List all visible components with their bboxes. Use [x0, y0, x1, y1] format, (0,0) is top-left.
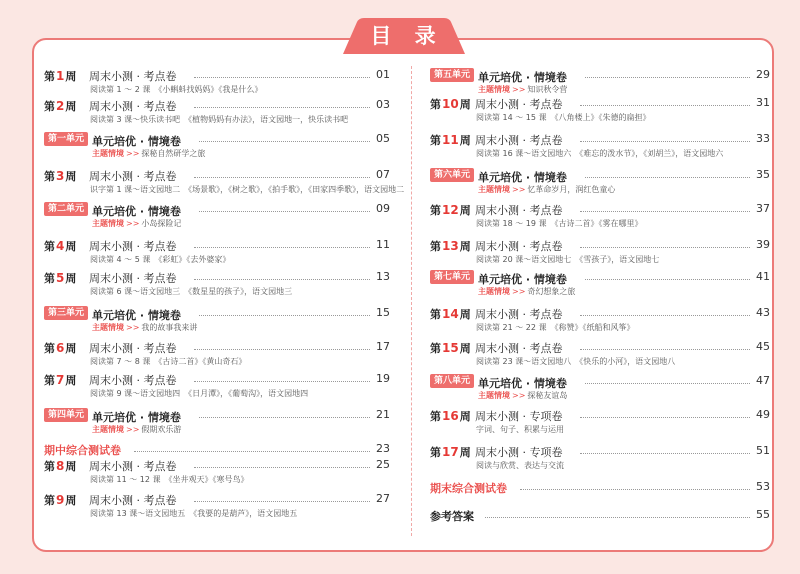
entry-title: 周末小测 · 考点卷 [475, 308, 563, 321]
dot-leader [134, 451, 370, 452]
entry-title: 周末小测 · 考点卷 [89, 342, 177, 355]
entry-title: 周末小测 · 考点卷 [89, 170, 177, 183]
week-label [430, 132, 471, 148]
week-entry[interactable] [430, 202, 776, 228]
dot-leader [580, 417, 750, 418]
theme-arrow-icon: >> [512, 287, 526, 296]
unit-theme [92, 322, 197, 333]
week-entry[interactable] [44, 98, 396, 124]
week-entry[interactable] [430, 306, 776, 332]
entry-title: 周末小测 · 考点卷 [475, 240, 563, 253]
dot-leader [199, 141, 370, 142]
dot-leader [580, 105, 750, 106]
page-number: 19 [376, 372, 390, 385]
week-label [44, 98, 76, 114]
week-prefix: 第 [430, 446, 441, 459]
theme-arrow-icon: >> [126, 425, 140, 434]
dot-leader [520, 489, 750, 490]
page-number: 15 [376, 306, 390, 319]
week-prefix: 第 [430, 240, 441, 253]
unit-theme [478, 184, 615, 195]
week-label [44, 270, 76, 286]
week-number: 6 [56, 341, 65, 355]
week-entry[interactable] [430, 96, 776, 122]
unit-entry[interactable] [44, 306, 396, 332]
week-suffix: 周 [65, 70, 77, 83]
page-number: 11 [376, 238, 390, 251]
entry-title: 周末小测 · 专项卷 [475, 410, 563, 423]
entry-title: 周末小测 · 考点卷 [89, 374, 177, 387]
page-number: 51 [756, 444, 770, 457]
theme-arrow-icon: >> [126, 149, 140, 158]
unit-title: 单元培优 · 情境卷 [92, 135, 181, 148]
unit-theme [92, 148, 205, 159]
week-entry[interactable] [430, 444, 776, 470]
dot-leader [580, 247, 750, 248]
theme-text: 探秘友谊岛 [527, 391, 568, 400]
week-label [430, 96, 471, 112]
entry-subtitle: 阅读第 6 课～语文园地三 《数星星的孩子》，语文园地三 [90, 287, 293, 296]
unit-entry[interactable] [430, 270, 776, 296]
theme-label: 主题情境 [92, 425, 124, 434]
week-entry[interactable] [44, 270, 396, 296]
week-number: 9 [56, 493, 65, 507]
unit-theme [478, 286, 575, 297]
unit-tag: 第五单元 [430, 68, 474, 82]
page-number: 01 [376, 68, 390, 81]
entry-title: 周末小测 · 专项卷 [475, 446, 563, 459]
unit-tag: 第七单元 [430, 270, 474, 284]
week-prefix: 第 [44, 170, 55, 183]
theme-text: 探秘自然研学之旅 [141, 149, 206, 158]
dot-leader [194, 107, 370, 108]
week-suffix: 周 [65, 272, 77, 285]
week-number: 1 [56, 69, 65, 83]
week-number: 5 [56, 271, 65, 285]
week-suffix: 周 [65, 342, 77, 355]
entry-subtitle: 阅读第 13 课～语文园地五 《我要的是葫芦》，语文园地五 [90, 509, 298, 518]
dot-leader [585, 279, 750, 280]
theme-label: 主题情境 [478, 85, 510, 94]
entry-subtitle: 识字第 1 课～语文园地二 《场景歌》，《树之歌》，《拍手歌》，《田家四季歌》，语文园地二 [90, 185, 405, 194]
dot-leader [585, 77, 750, 78]
week-suffix: 周 [459, 308, 471, 321]
week-prefix: 第 [44, 100, 55, 113]
dot-leader [194, 77, 370, 78]
page-number: 35 [756, 168, 770, 181]
week-label [44, 372, 76, 388]
page-number: 07 [376, 168, 390, 181]
page-number: 21 [376, 408, 390, 421]
page-number: 49 [756, 408, 770, 421]
week-label [430, 408, 471, 424]
theme-arrow-icon: >> [126, 323, 140, 332]
theme-arrow-icon: >> [512, 185, 526, 194]
theme-label: 主题情境 [92, 323, 124, 332]
unit-theme [478, 390, 567, 401]
entry-subtitle: 阅读第 4 ～ 5 课 《彩虹》《去外婆家》 [90, 255, 231, 264]
page-number: 41 [756, 270, 770, 283]
entry-subtitle: 阅读第 1 ～ 2 课 《小蝌蚪找妈妈》《我是什么》 [90, 85, 263, 94]
page-number: 09 [376, 202, 390, 215]
page-number: 23 [376, 442, 390, 455]
entry-subtitle: 阅读第 7 ～ 8 课 《古诗二首》《黄山奇石》 [90, 357, 247, 366]
unit-title: 单元培优 · 情境卷 [92, 205, 181, 218]
unit-entry[interactable] [430, 168, 776, 194]
week-prefix: 第 [44, 240, 55, 253]
unit-theme [478, 84, 567, 95]
week-label [44, 492, 76, 508]
week-number: 17 [442, 445, 459, 459]
dot-leader [199, 315, 370, 316]
theme-arrow-icon: >> [126, 219, 140, 228]
dot-leader [580, 349, 750, 350]
week-number: 3 [56, 169, 65, 183]
dot-leader [194, 177, 370, 178]
week-number: 8 [56, 459, 65, 473]
week-suffix: 周 [459, 342, 471, 355]
week-prefix: 第 [430, 134, 441, 147]
week-suffix: 周 [459, 410, 471, 423]
unit-entry[interactable] [44, 408, 396, 434]
week-entry[interactable] [430, 238, 776, 264]
page-number: 13 [376, 270, 390, 283]
answer-entry[interactable] [430, 508, 776, 526]
dot-leader [585, 383, 750, 384]
exam-title: 期末综合测试卷 [430, 482, 507, 495]
dot-leader [199, 211, 370, 212]
week-entry[interactable] [44, 492, 396, 518]
week-prefix: 第 [44, 494, 55, 507]
toc-title: 目 录 [370, 24, 444, 48]
week-label [44, 458, 76, 474]
dot-leader [485, 517, 750, 518]
page-number: 37 [756, 202, 770, 215]
week-label [430, 340, 471, 356]
entry-subtitle: 阅读与欣赏、表达与交流 [476, 461, 564, 470]
unit-entry[interactable] [44, 132, 396, 158]
theme-label: 主题情境 [478, 391, 510, 400]
week-suffix: 周 [459, 446, 471, 459]
entry-title: 周末小测 · 考点卷 [89, 100, 177, 113]
page-number: 05 [376, 132, 390, 145]
week-prefix: 第 [44, 342, 55, 355]
week-suffix: 周 [65, 460, 77, 473]
unit-entry[interactable] [430, 374, 776, 400]
week-label [44, 168, 76, 184]
week-prefix: 第 [44, 70, 55, 83]
answer-title: 参考答案 [430, 510, 474, 523]
week-label [44, 238, 76, 254]
week-suffix: 周 [459, 134, 471, 147]
week-entry[interactable] [430, 408, 776, 434]
entry-subtitle: 阅读第 20 课～语文园地七 《雪孩子》，语文园地七 [476, 255, 660, 264]
week-prefix: 第 [44, 460, 55, 473]
unit-tag: 第二单元 [44, 202, 88, 216]
toc-title-tab [343, 18, 465, 54]
unit-tag: 第三单元 [44, 306, 88, 320]
entry-title: 周末小测 · 考点卷 [89, 70, 177, 83]
page-number: 31 [756, 96, 770, 109]
entry-subtitle: 阅读第 23 课～语文园地八 《快乐的小河》，语文园地八 [476, 357, 676, 366]
unit-theme [92, 424, 181, 435]
week-suffix: 周 [459, 98, 471, 111]
week-number: 15 [442, 341, 459, 355]
theme-label: 主题情境 [92, 219, 124, 228]
dot-leader [580, 141, 750, 142]
week-prefix: 第 [430, 342, 441, 355]
entry-title: 周末小测 · 考点卷 [475, 98, 563, 111]
week-entry[interactable] [44, 340, 396, 366]
theme-arrow-icon: >> [512, 85, 526, 94]
theme-text: 我的故事我来讲 [141, 323, 198, 332]
week-suffix: 周 [65, 100, 77, 113]
page-number: 27 [376, 492, 390, 505]
week-label [430, 202, 471, 218]
unit-title: 单元培优 · 情境卷 [478, 171, 567, 184]
week-suffix: 周 [65, 494, 77, 507]
dot-leader [199, 417, 370, 418]
exam-title: 期中综合测试卷 [44, 444, 121, 457]
theme-text: 假期欢乐游 [141, 425, 182, 434]
entry-subtitle: 阅读第 11 ～ 12 课 《坐井观天》《寒号鸟》 [90, 475, 249, 484]
week-number: 16 [442, 409, 459, 423]
dot-leader [194, 247, 370, 248]
unit-tag: 第六单元 [430, 168, 474, 182]
week-label [44, 68, 76, 84]
dot-leader [194, 467, 370, 468]
entry-title: 周末小测 · 考点卷 [475, 204, 563, 217]
page-number: 03 [376, 98, 390, 111]
week-number: 7 [56, 373, 65, 387]
page-number: 47 [756, 374, 770, 387]
week-suffix: 周 [459, 240, 471, 253]
unit-entry[interactable] [430, 68, 776, 94]
dot-leader [580, 315, 750, 316]
week-number: 13 [442, 239, 459, 253]
unit-title: 单元培优 · 情境卷 [478, 71, 567, 84]
theme-text: 忆革命岁月，润红色童心 [527, 185, 616, 194]
page-number: 25 [376, 458, 390, 471]
week-number: 12 [442, 203, 459, 217]
dot-leader [585, 177, 750, 178]
entry-subtitle: 阅读第 3 课～快乐读书吧 《植物妈妈有办法》，语文园地一，快乐读书吧 [90, 115, 349, 124]
entry-subtitle: 阅读第 18 ～ 19 课 《古诗二首》《雾在哪里》 [476, 219, 643, 228]
week-prefix: 第 [430, 204, 441, 217]
dot-leader [580, 453, 750, 454]
theme-text: 知识秋令营 [527, 85, 568, 94]
week-number: 10 [442, 97, 459, 111]
dot-leader [194, 279, 370, 280]
page-number: 55 [756, 508, 770, 521]
page-number: 53 [756, 480, 770, 493]
week-prefix: 第 [430, 308, 441, 321]
theme-text: 小岛探险记 [141, 219, 182, 228]
week-suffix: 周 [65, 170, 77, 183]
week-entry[interactable] [44, 168, 405, 194]
theme-label: 主题情境 [92, 149, 124, 158]
week-prefix: 第 [430, 410, 441, 423]
week-prefix: 第 [44, 374, 55, 387]
theme-label: 主题情境 [478, 185, 510, 194]
unit-title: 单元培优 · 情境卷 [92, 309, 181, 322]
week-entry[interactable] [44, 372, 396, 398]
unit-tag: 第四单元 [44, 408, 88, 422]
exam-entry[interactable] [430, 480, 776, 498]
week-number: 2 [56, 99, 65, 113]
page-number: 43 [756, 306, 770, 319]
week-label [430, 444, 471, 460]
unit-title: 单元培优 · 情境卷 [92, 411, 181, 424]
entry-title: 周末小测 · 考点卷 [89, 272, 177, 285]
week-entry[interactable] [44, 238, 396, 264]
unit-tag: 第一单元 [44, 132, 88, 146]
week-entry[interactable] [430, 340, 776, 366]
theme-text: 奇幻想象之旅 [527, 287, 576, 296]
theme-arrow-icon: >> [512, 391, 526, 400]
unit-tag: 第八单元 [430, 374, 474, 388]
dot-leader [194, 381, 370, 382]
entry-title: 周末小测 · 考点卷 [475, 134, 563, 147]
week-number: 11 [442, 133, 459, 147]
week-entry[interactable] [44, 68, 396, 94]
week-prefix: 第 [44, 272, 55, 285]
entry-subtitle: 字词、句子、积累与运用 [476, 425, 564, 434]
week-number: 4 [56, 239, 65, 253]
week-suffix: 周 [65, 374, 77, 387]
week-number: 14 [442, 307, 459, 321]
entry-title: 周末小测 · 考点卷 [89, 240, 177, 253]
page-number: 17 [376, 340, 390, 353]
entry-subtitle: 阅读第 14 ～ 15 课 《八角楼上》《朱德的扁担》 [476, 113, 651, 122]
week-entry[interactable] [430, 132, 776, 158]
week-prefix: 第 [430, 98, 441, 111]
week-entry[interactable] [44, 458, 396, 484]
entry-title: 周末小测 · 考点卷 [89, 460, 177, 473]
entry-title: 周末小测 · 考点卷 [475, 342, 563, 355]
page-number: 33 [756, 132, 770, 145]
entry-subtitle: 阅读第 9 课～语文园地四 《日月潭》，《葡萄沟》，语文园地四 [90, 389, 309, 398]
column-divider [411, 66, 412, 536]
page-number: 39 [756, 238, 770, 251]
week-suffix: 周 [459, 204, 471, 217]
week-label [430, 306, 471, 322]
unit-title: 单元培优 · 情境卷 [478, 377, 567, 390]
unit-entry[interactable] [44, 202, 396, 228]
entry-subtitle: 阅读第 21 ～ 22 课 《称赞》《纸船和风筝》 [476, 323, 635, 332]
week-label [430, 238, 471, 254]
week-label [44, 340, 76, 356]
week-suffix: 周 [65, 240, 77, 253]
theme-label: 主题情境 [478, 287, 510, 296]
dot-leader [194, 501, 370, 502]
unit-theme [92, 218, 181, 229]
page-number: 29 [756, 68, 770, 81]
page-number: 45 [756, 340, 770, 353]
dot-leader [580, 211, 750, 212]
unit-title: 单元培优 · 情境卷 [478, 273, 567, 286]
entry-subtitle: 阅读第 16 课～语文园地六 《难忘的泼水节》，《刘胡兰》，语文园地六 [476, 149, 724, 158]
dot-leader [194, 349, 370, 350]
entry-title: 周末小测 · 考点卷 [89, 494, 177, 507]
